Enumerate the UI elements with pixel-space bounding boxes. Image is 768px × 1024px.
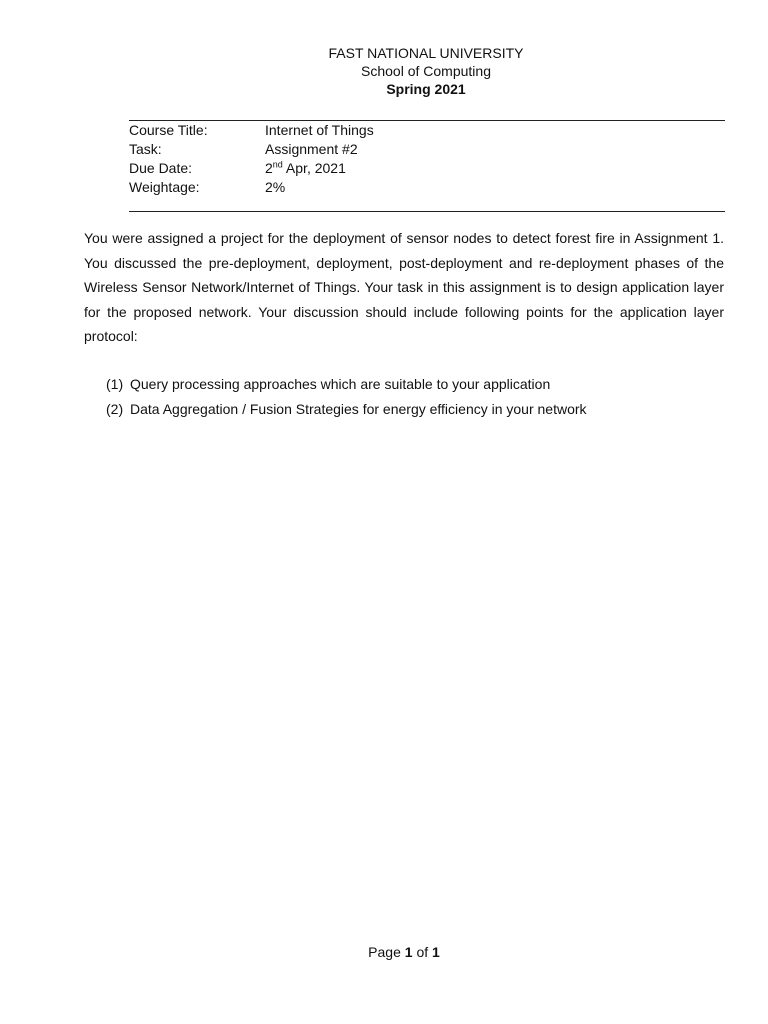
task-value: Assignment #2 [265,141,358,157]
weightage-value: 2% [265,179,286,195]
course-title-row [129,121,725,140]
weightage-label: Weightage: [129,179,200,195]
page-footer [0,944,768,960]
due-date-label: Due Date: [129,160,193,176]
due-date-rest: Apr, 2021 [282,160,346,176]
requirements-list [106,372,726,422]
due-date-value [265,159,346,178]
university-name: FAST NATIONAL UNIVERSITY [328,45,524,61]
list-item [106,372,726,397]
page-current: 1 [404,944,413,960]
due-date-row [129,159,725,178]
course-title-value: Internet of Things [265,122,374,138]
due-date-day: 2 [265,160,273,176]
list-item-number: (1) [106,376,124,392]
document-header [0,44,768,98]
term-title: Spring 2021 [386,81,466,97]
assignment-description: You were assigned a project for the deployment of sensor nodes to detect forest fire in Assignment 1. You discussed the pre-deployment, deployment, post-deployment and re-deployment phases of the Wireless Sensor Network/Internet of Things. Your task in this assignment is to design application layer for the proposed network. Your discussion should include following points for the application layer protocol: [84,230,724,345]
page-total: 1 [432,944,440,960]
due-date-suffix: nd [272,159,283,170]
page-word: Page [368,944,405,960]
weightage-row [129,178,725,197]
task-row [129,140,725,159]
school-name: School of Computing [361,63,491,79]
list-item-text: Query processing approaches which are suitable to your application [130,376,551,392]
task-label: Task: [129,141,162,157]
of-word: of [412,944,433,960]
list-item-number: (2) [106,401,124,417]
list-item [106,397,726,422]
course-info-block [129,120,725,212]
course-title-label: Course Title: [129,122,208,138]
list-item-text: Data Aggregation / Fusion Strategies for energy efficiency in your network [130,401,587,417]
